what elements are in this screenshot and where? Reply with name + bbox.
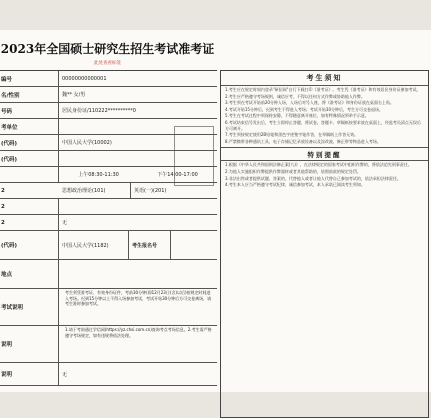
info-row xyxy=(0,71,217,87)
row-label: 考单位 xyxy=(1,124,18,131)
row-value: 无 xyxy=(58,215,217,230)
info-row xyxy=(0,135,217,151)
exam-site-row xyxy=(0,231,217,260)
subject-value: 思想政治理论(101) xyxy=(62,188,106,194)
subject-row xyxy=(0,215,217,231)
instruction-item: 6.考试结束信号发出后，考生立即停止答题，将试卷、答题卡、草稿纸按要求放在桌面上，经监考员清点无误后方可离开。 xyxy=(225,119,421,131)
divider xyxy=(130,183,131,198)
time-slot: 下午14:00-17:00 xyxy=(157,172,198,178)
row-label: 编号 xyxy=(1,76,13,83)
note-text: 1.请于考前通过学信网(https://yz.chsi.com.cn)查询考点考场信息。2.考生需严格遵守考场规定，如有违规将依法处理。 xyxy=(65,327,212,338)
row-label: 2 xyxy=(1,203,5,210)
row-value: 无 xyxy=(58,363,217,385)
instructions-title: 考生须知 xyxy=(221,71,428,86)
row-label: 2 xyxy=(1,187,5,194)
instruction-item: 4.考试开始15分钟后，迟到考生不得进入考场；考试开始30分钟后，考生方可交卷退场。 xyxy=(225,106,383,112)
divider xyxy=(128,231,129,259)
row-value: 魏** 女/男 xyxy=(58,87,217,102)
row-label: 说明 xyxy=(1,372,13,378)
page-subtitle: 此处查看标签 xyxy=(94,61,121,66)
row-value xyxy=(58,119,217,134)
instructions-panel xyxy=(220,70,429,418)
site-value: 中国人民大学(1182) xyxy=(62,242,109,249)
row-label: 名/性别 xyxy=(1,92,20,99)
instruction-item: 3.考生须在考试开始前20分钟入场，入场后对号入座，将《准考证》和身份证放在桌面右上角。 xyxy=(225,100,394,106)
row-value xyxy=(58,326,217,362)
instruction-item: 1.考生应在规定时间内登录"研招网"自行下载打印《准考证》。考生凭《准考证》和有效居民身份证参加考试。 xyxy=(225,87,421,92)
info-row xyxy=(0,151,217,167)
time-slot: 上午08:30-11:30 xyxy=(78,172,119,178)
reminder-item: 3.非法出售或者提供试题、答案的，代替他人或者让他人代替自己参加考试的，依法承担法律责任。 xyxy=(225,175,401,181)
reminder-item: 2.为他人实施组织作弊提供作弊器材或者其他帮助的，依照前款的规定处罚。 xyxy=(225,168,361,174)
note-row xyxy=(0,289,217,326)
reminder-item: 1.根据《中华人民共和国刑法修正案(九)》，在法律规定的国家考试中组织作弊的，将依法追究刑事责任。 xyxy=(225,162,412,168)
row-value xyxy=(58,289,217,325)
candidate-info-table xyxy=(0,70,217,386)
divider xyxy=(58,260,59,288)
row-label: 2 xyxy=(1,219,5,226)
instruction-item: 5.考生在考试过程中须保持安静，不得随意离开座位，如有特殊情况须举手示意。 xyxy=(225,113,369,119)
exam-times xyxy=(58,167,217,182)
instruction-item: 2.考生应严格遵守考场规则，诚信应考，不得以任何方式作弊或协助他人作弊。 xyxy=(225,93,365,99)
divider xyxy=(170,231,171,259)
row-label: 地点 xyxy=(1,272,13,278)
subject-row xyxy=(0,199,217,215)
row-label: 号码 xyxy=(1,108,13,115)
instruction-item: 7.考生须按规定使用2B铅笔和黑色字迹签字笔作答，在草稿纸上作答无效。 xyxy=(225,132,359,138)
row-label: 说明 xyxy=(1,342,13,348)
info-row xyxy=(0,119,217,135)
registration-label: 考生报名号 xyxy=(132,242,158,249)
reminder-item: 4.考生本人应当严格遵守考试纪律，诚信参加考试，本人承诺已阅读考生须知。 xyxy=(225,182,365,188)
info-row xyxy=(0,103,217,119)
row-value: 00000000000001 xyxy=(58,71,217,86)
subject-row xyxy=(0,183,217,199)
note-text: 考生须凭准考证、有效身份证件，考前30分钟(即12月23日(含)以后)按规定时间进入考场。迟到15分钟以上不得入场参加考试，考试开始30分钟后方可交卷离场，请考生准时参加考试。 xyxy=(65,290,212,306)
exam-times-row xyxy=(0,167,217,183)
info-row xyxy=(0,87,217,103)
note-row xyxy=(0,326,217,363)
row-label: (代码) xyxy=(1,156,18,163)
instruction-item: 8.严禁携带各种通讯工具、电子存储记忆录放设备以及涂改液、修正带等物品进入考场。 xyxy=(225,138,381,144)
note-row xyxy=(0,363,217,386)
subject-value: 英语(一)(201) xyxy=(134,188,167,194)
divider xyxy=(58,231,59,259)
row-value: 中国人民大学(10002) xyxy=(58,135,217,150)
admission-ticket-sheet xyxy=(0,30,431,392)
divider xyxy=(58,199,59,214)
exam-place-row xyxy=(0,260,217,289)
row-label: 考试说明 xyxy=(1,305,24,311)
page-title: 2023年全国硕士研究生招生考试准考证 xyxy=(0,42,215,56)
row-label: (代码) xyxy=(1,140,18,147)
special-reminder-title: 特别提醒 xyxy=(221,147,428,161)
row-value: 居民身份证/110222**********0 xyxy=(58,103,217,118)
row-label: (代码) xyxy=(1,243,18,249)
row-value xyxy=(58,151,217,166)
